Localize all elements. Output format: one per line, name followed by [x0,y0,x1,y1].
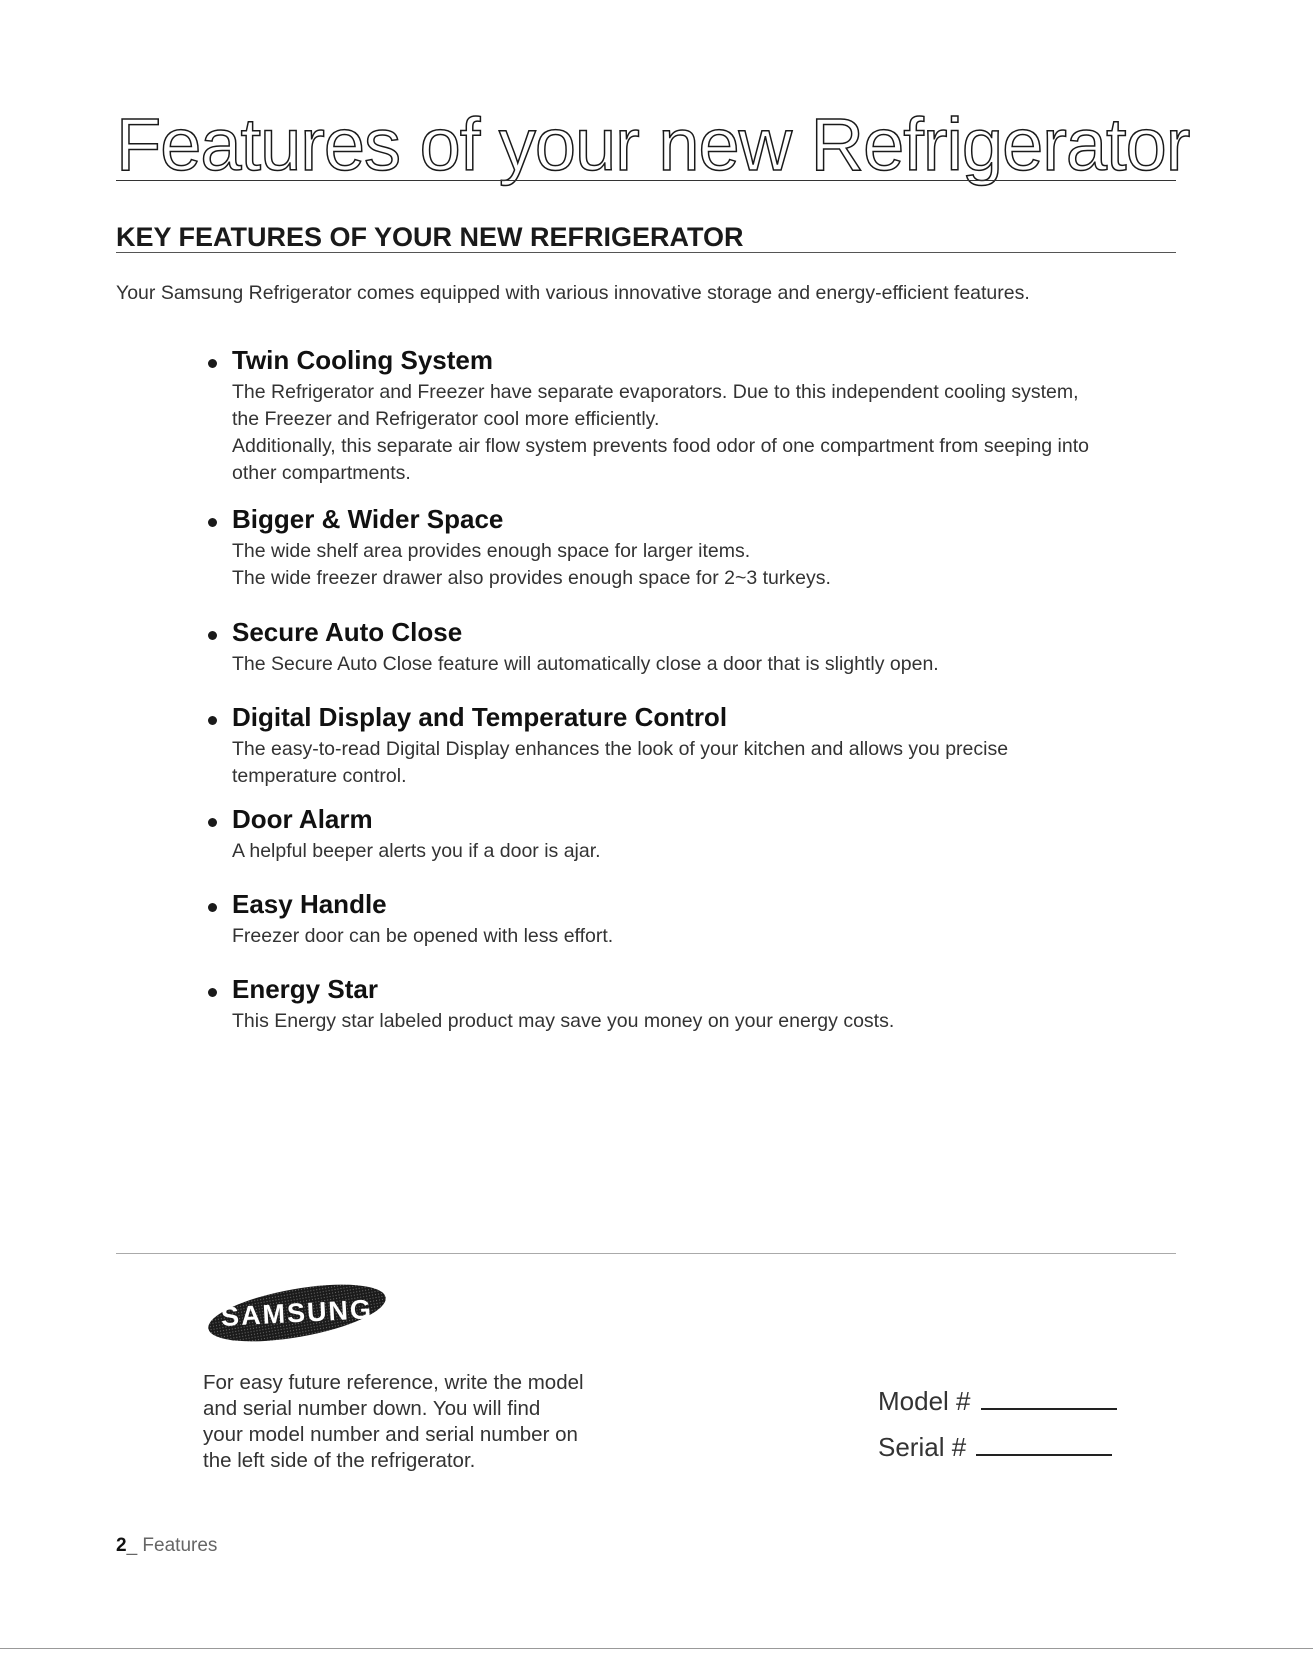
bullet-icon [208,716,217,725]
footer-note-line: For easy future reference, write the model [203,1371,584,1394]
feature-item [196,974,1186,1035]
feature-line: The wide shelf area provides enough space for larger items. [232,540,751,562]
feature-line: Freezer door can be opened with less effort. [232,925,614,947]
title-divider [116,180,1176,181]
feature-title: Easy Handle [232,889,387,919]
page-section: _ Features [126,1535,218,1556]
samsung-logo [205,1280,390,1344]
feature-description [232,736,1186,790]
feature-description [232,538,1186,592]
page-number: 2 [116,1535,127,1556]
feature-line: A helpful beeper alerts you if a door is ajar. [232,840,601,862]
page-title: Features of your new Refrigerator [116,103,1190,186]
feature-line: The Refrigerator and Freezer have separate evaporators. Due to this independent cooling system, [232,381,1079,403]
feature-line: The easy-to-read Digital Display enhances the look of your kitchen and allows you precise [232,738,1009,760]
feature-title: Secure Auto Close [232,617,463,647]
feature-title: Door Alarm [232,804,373,834]
section-heading: KEY FEATURES OF YOUR NEW REFRIGERATOR [116,222,744,252]
model-blank [981,1386,1117,1410]
feature-item [196,889,1186,950]
feature-line: temperature control. [232,765,407,787]
feature-line: Additionally, this separate air flow system prevents food odor of one compartment from seeping into [232,435,1089,457]
model-label: Model # [878,1386,971,1416]
serial-label: Serial # [878,1432,967,1462]
feature-line: The Secure Auto Close feature will automatically close a door that is slightly open. [232,653,939,675]
serial-field [878,1432,1112,1463]
feature-item [196,804,1186,865]
feature-item [196,345,1186,487]
feature-title: Energy Star [232,974,378,1004]
footer-note-line: your model number and serial number on [203,1423,578,1446]
bullet-icon [208,518,217,527]
feature-title: Digital Display and Temperature Control [232,702,728,732]
feature-title: Twin Cooling System [232,345,493,375]
feature-title: Bigger & Wider Space [232,504,504,534]
feature-line: other compartments. [232,462,411,484]
bullet-icon [208,631,217,640]
feature-item [196,702,1186,790]
footer-note [203,1370,623,1474]
feature-line: This Energy star labeled product may save you money on your energy costs. [232,1010,895,1032]
footer-divider [116,1253,1176,1254]
serial-blank [976,1432,1112,1456]
feature-description [232,1008,1186,1035]
feature-item [196,617,1186,678]
feature-description [232,379,1186,487]
bullet-icon [208,903,217,912]
bottom-divider [0,1648,1313,1649]
feature-description [232,838,1186,865]
feature-line: The wide freezer drawer also provides enough space for 2~3 turkeys. [232,567,831,589]
section-divider [116,252,1176,253]
model-field [878,1386,1117,1417]
footer-note-line: and serial number down. You will find [203,1397,541,1420]
bullet-icon [208,988,217,997]
samsung-logo-text: SAMSUNG [220,1294,374,1332]
feature-item [196,504,1186,592]
feature-line: the Freezer and Refrigerator cool more efficiently. [232,408,660,430]
feature-description [232,923,1186,950]
bullet-icon [208,359,217,368]
page-footer [116,1535,217,1557]
bullet-icon [208,818,217,827]
feature-description [232,651,1186,678]
intro-text: Your Samsung Refrigerator comes equipped with various innovative storage and energy-efficient features. [116,282,1030,304]
footer-note-line: the left side of the refrigerator. [203,1449,476,1472]
